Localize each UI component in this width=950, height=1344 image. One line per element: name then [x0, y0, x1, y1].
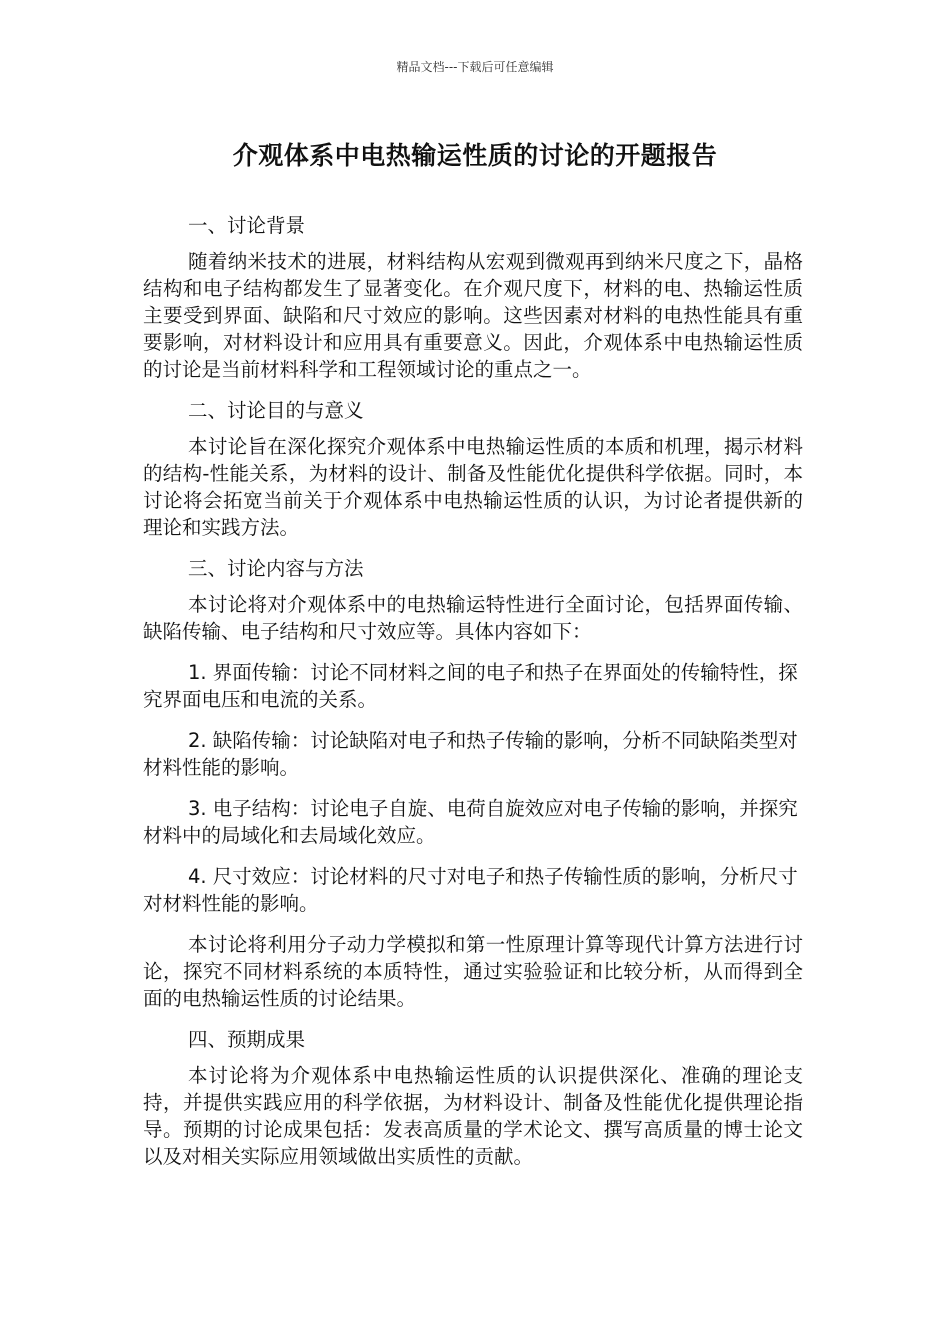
content-intro-paragraph: 本讨论将对介观体系中的电热输运特性进行全面讨论，包括界面传输、缺陷传输、电子结构和尺寸效应等。具体内容如下： [143, 593, 803, 643]
section-heading-content-methods: 三、讨论内容与方法 [188, 557, 364, 580]
section-heading-background: 一、讨论背景 [188, 214, 306, 237]
document-title: 介观体系中电热输运性质的讨论的开题报告 [232, 141, 718, 170]
background-paragraph: 随着纳米技术的进展，材料结构从宏观到微观再到纳米尺度之下，晶格结构和电子结构都发生了显著变化。在介观尺度下，材料的电、热输运性质主要受到界面、缺陷和尺寸效应的影响。这些因素对材料的电热性能具有重要影响，对材料设计和应用具有重要意义。因此，介观体系中电热输运性质的讨论是当前材料科学和工程领域讨论的重点之一。 [143, 250, 803, 381]
expected-results-paragraph: 本讨论将为介观体系中电热输运性质的认识提供深化、准确的理论支持，并提供实践应用的科学依据，为材料设计、制备及性能优化提供理论指导。预期的讨论成果包括：发表高质量的学术论文、撰写高质量的博士论文以及对相关实际应用领域做出实质性的贡献。 [143, 1064, 803, 1168]
methods-paragraph: 本讨论将利用分子动力学模拟和第一性原理计算等现代计算方法进行讨论，探究不同材料系统的本质特性，通过实验验证和比较分析，从而得到全面的电热输运性质的讨论结果。 [143, 933, 803, 1010]
section-heading-purpose: 二、讨论目的与意义 [188, 399, 364, 422]
content-item-size-effect: 4. 尺寸效应：讨论材料的尺寸对电子和热子传输性质的影响，分析尺寸对材料性能的影响。 [143, 865, 798, 915]
content-item-electronic-structure: 3. 电子结构：讨论电子自旋、电荷自旋效应对电子传输的影响，并探究材料中的局域化和去局域化效应。 [143, 797, 798, 847]
content-item-interface: 1. 界面传输：讨论不同材料之间的电子和热子在界面处的传输特性，探究界面电压和电流的关系。 [143, 661, 798, 711]
section-heading-expected-results: 四、预期成果 [188, 1028, 306, 1051]
page-header: 精品文档---下载后可任意编辑 [396, 60, 554, 74]
purpose-paragraph: 本讨论旨在深化探究介观体系中电热输运性质的本质和机理，揭示材料的结构-性能关系，为材料的设计、制备及性能优化提供科学依据。同时，本讨论将会拓宽当前关于介观体系中电热输运性质的认识，为讨论者提供新的理论和实践方法。 [143, 435, 803, 539]
content-item-defect: 2. 缺陷传输：讨论缺陷对电子和热子传输的影响，分析不同缺陷类型对材料性能的影响。 [143, 729, 798, 779]
document-body [143, 212, 803, 1184]
